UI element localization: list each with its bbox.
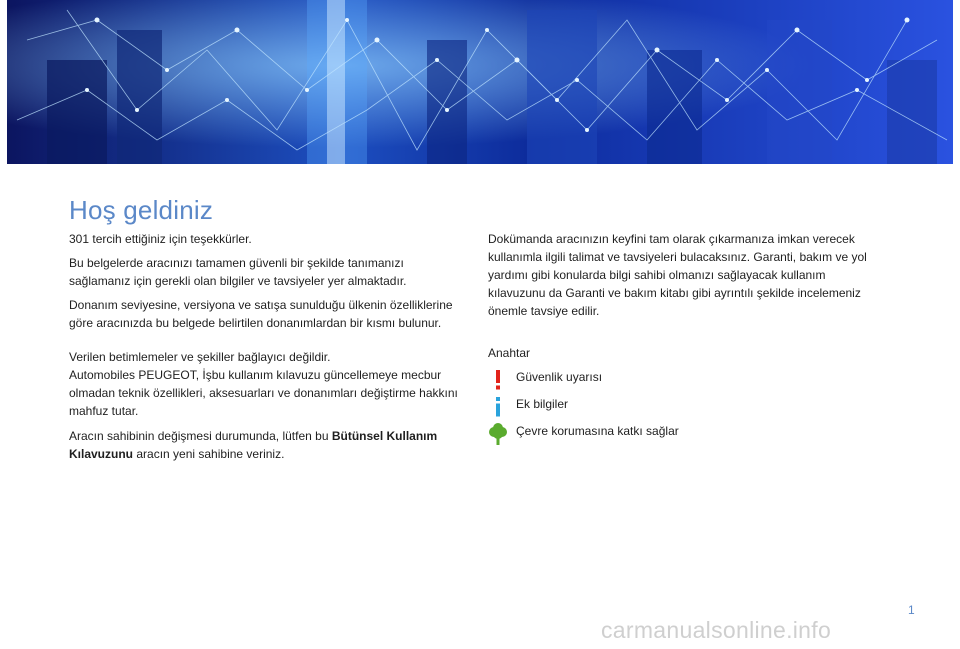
tree-icon [488,423,508,445]
exclamation-icon [488,369,508,391]
owner-change-text-end: aracın yeni sahibine veriniz. [133,447,285,461]
key-item-safety [488,369,808,393]
key-item-environment [488,423,808,447]
manual-name-bold: Bütünsel Kullanım Kılavuzunu [69,429,438,461]
disclaimer-line-1: Verilen betimlemeler ve şekiller bağlayıcı değildir. [69,350,331,364]
guide-paragraph: Dokümanda aracınızın keyfini tam olarak çıkarmanıza imkan verecek kullanımla ilgili talimat ve tavsiyeleri bulacaksınız. Garanti, bakım ve yol yardımı gibi konularda bilgi sahibi olmanızı sağlayacak kullanım kılavuzunu da Garanti ve bakım kitabı gibi ayrıntılı şekilde incelemeniz önemle tavsiye edilir. [488,232,867,318]
key-item-label: Güvenlik uyarısı [516,370,603,384]
header-banner-image [7,0,953,164]
info-icon [488,396,508,418]
equipment-paragraph: Donanım seviyesine, versiyona ve satışa sunulduğu ülkenin özelliklerine göre aracınızda bu belgede belirtilen donanımlardan bir kısmı bulunur. [69,298,453,330]
page-number: 1 [908,603,915,617]
disclaimer-paragraph [69,348,461,420]
intro-left-column [69,230,461,463]
thanks-paragraph: 301 tercih ettiğiniz için teşekkürler. [69,232,252,246]
watermark-text: carmanualsonline.info [601,617,832,643]
key-item-info [488,396,808,420]
owner-change-text-start: Aracın sahibinin değişmesi durumunda, lütfen bu [69,429,332,443]
intro-right-column [488,230,868,320]
purpose-paragraph: Bu belgelerde aracınızı tamamen güvenli bir şekilde tanımanızı sağlamanız için gerekli olan bilgiler ve tavsiyeler yer almaktadır. [69,256,407,288]
key-title: Anahtar [488,346,531,360]
page-title: Hoş geldiniz [69,195,214,225]
key-item-label: Ek bilgiler [516,397,569,411]
key-item-label: Çevre korumasına katkı sağlar [516,424,679,438]
disclaimer-line-2: Automobiles PEUGEOT, İşbu kullanım kılavuzu güncellemeye mecbur olmadan teknik özellikleri, aksesuarları ve donanımları değiştirme hakkını mahfuz tutar. [69,368,458,418]
city-network-graphic [7,0,953,164]
owner-change-paragraph [69,427,461,463]
